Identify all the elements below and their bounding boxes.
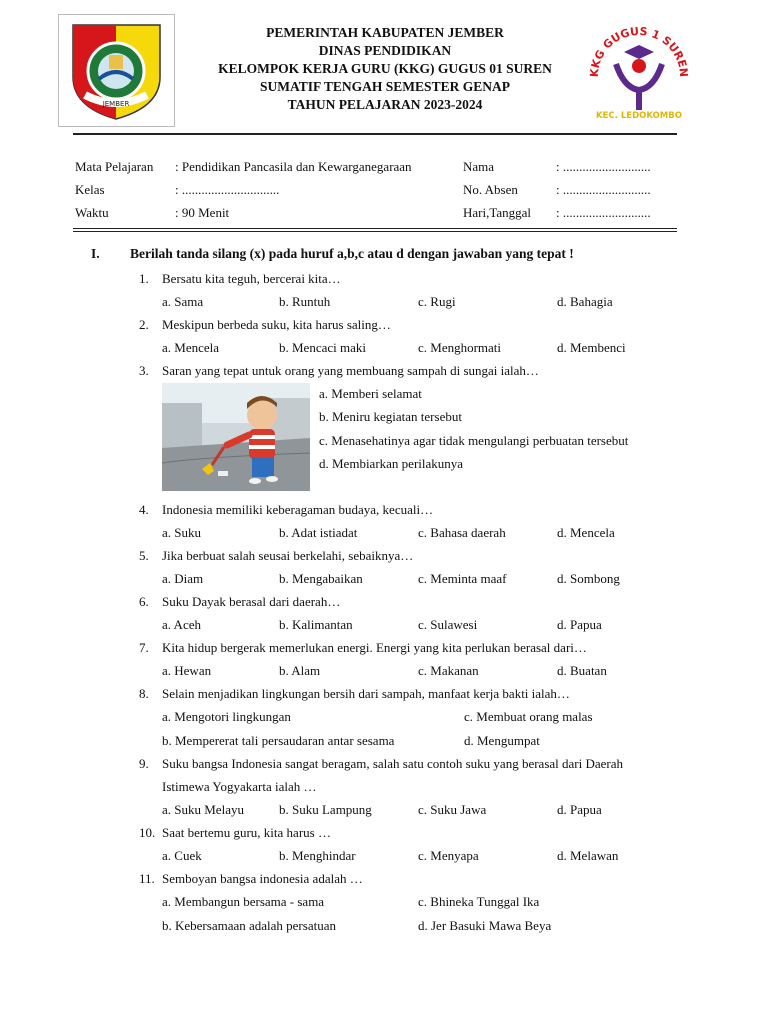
option-d[interactable]: d. Bahagia [557,294,613,309]
option-c[interactable]: c. Meminta maaf [418,571,507,586]
option-d[interactable]: d. Buatan [557,663,607,678]
option-a[interactable]: a. Cuek [162,848,202,863]
question-text: Semboyan bangsa indonesia adalah … [162,871,363,886]
name-value: : ........................... [556,159,651,174]
name-label: Nama [463,159,495,174]
option-a[interactable]: a. Hewan [162,663,212,678]
question-number: 1. [139,271,149,286]
date-value: : ........................... [556,205,651,220]
option-c[interactable]: c. Makanan [418,663,479,678]
right-logo-bottom-text: KEC. LEDOKOMBO [596,111,682,121]
question-number: 6. [139,594,149,609]
littering-illustration [162,383,310,491]
info-divider-2 [73,231,677,232]
header-divider [73,133,677,135]
section-number: I. [91,246,100,261]
option-b[interactable]: b. Meniru kegiatan tersebut [319,409,462,424]
header-line-3: KELOMPOK KERJA GURU (KKG) GUGUS 01 SUREN [218,61,552,76]
option-b[interactable]: b. Kebersamaan adalah persatuan [162,918,336,933]
question-text: Saat bertemu guru, kita harus … [162,825,331,840]
header-line-4: SUMATIF TENGAH SEMESTER GENAP [260,79,510,94]
question-text: Jika berbuat salah seusai berkelahi, sebaiknya… [162,548,414,563]
subject-value: : Pendidikan Pancasila dan Kewarganegaraan [175,159,412,174]
class-value: : .............................. [175,182,280,197]
question-number: 8. [139,686,149,701]
question-number: 5. [139,548,149,563]
question-number: 7. [139,640,149,655]
question-text: Suku bangsa Indonesia sangat beragam, salah satu contoh suku yang berasal dari Daerah [162,756,623,771]
header-line-2: DINAS PENDIDIKAN [318,43,452,58]
option-a[interactable]: a. Suku [162,525,201,540]
kkg-logo [584,18,694,128]
option-b[interactable]: b. Runtuh [279,294,331,309]
option-b[interactable]: b. Alam [279,663,321,678]
option-c[interactable]: c. Bahasa daerah [418,525,506,540]
option-c[interactable]: c. Menyapa [418,848,479,863]
option-c[interactable]: c. Menghormati [418,340,502,355]
header-line-1: PEMERINTAH KABUPATEN JEMBER [266,25,504,40]
option-a[interactable]: a. Diam [162,571,204,586]
question-number: 2. [139,317,149,332]
option-b[interactable]: b. Kalimantan [279,617,353,632]
option-b[interactable]: b. Suku Lampung [279,802,372,817]
question-text: Kita hidup bergerak memerlukan energi. Energi yang kita perlukan berasal dari… [162,640,587,655]
question-text-continued: Istimewa Yogyakarta ialah … [162,779,317,794]
option-d[interactable]: d. Membiarkan perilakunya [319,456,464,471]
question-text: Meskipun berbeda suku, kita harus saling… [162,317,391,332]
right-logo-top-text: KKG GUGUS 1 SUREN [587,24,691,78]
header-line-5: TAHUN PELAJARAN 2023-2024 [287,97,483,112]
option-d[interactable]: d. Mencela [557,525,615,540]
option-b[interactable]: b. Adat istiadat [279,525,358,540]
class-label: Kelas [75,182,105,197]
option-c[interactable]: c. Suku Jawa [418,802,487,817]
absen-label: No. Absen [463,182,518,197]
option-b[interactable]: b. Mencaci maki [279,340,366,355]
info-divider-1 [73,228,677,229]
question-number: 10. [139,825,156,840]
date-label: Hari,Tanggal [463,205,532,220]
jember-logo [58,14,175,127]
option-d[interactable]: d. Papua [557,802,602,817]
option-a[interactable]: a. Suku Melayu [162,802,244,817]
time-label: Waktu [75,205,109,220]
option-c[interactable]: c. Membuat orang malas [464,709,593,724]
left-logo-text: JEMBER [102,100,130,108]
option-d[interactable]: d. Papua [557,617,602,632]
option-a[interactable]: a. Sama [162,294,204,309]
question-text: Suku Dayak berasal dari daerah… [162,594,341,609]
option-b[interactable]: b. Mempererat tali persaudaran antar sesama [162,733,395,748]
option-d[interactable]: d. Membenci [557,340,626,355]
absen-value: : ........................... [556,182,651,197]
option-d[interactable]: d. Mengumpat [464,733,540,748]
question-text: Selain menjadikan lingkungan bersih dari sampah, manfaat kerja bakti ialah… [162,686,570,701]
question-number: 3. [139,363,149,378]
option-c[interactable]: c. Sulawesi [418,617,478,632]
option-c[interactable]: c. Bhineka Tunggal Ika [418,894,540,909]
question-text: Bersatu kita teguh, bercerai kita… [162,271,341,286]
time-value: : 90 Menit [175,205,230,220]
subject-label: Mata Pelajaran [75,159,154,174]
section-instruction: Berilah tanda silang (x) pada huruf a,b,c atau d dengan jawaban yang tepat ! [130,246,574,261]
option-d[interactable]: d. Jer Basuki Mawa Beya [418,918,552,933]
option-d[interactable]: d. Melawan [557,848,619,863]
question-number: 11. [139,871,155,886]
question-number: 4. [139,502,149,517]
option-b[interactable]: b. Menghindar [279,848,356,863]
option-a[interactable]: a. Mengotori lingkungan [162,709,291,724]
option-b[interactable]: b. Mengabaikan [279,571,363,586]
option-a[interactable]: a. Aceh [162,617,201,632]
option-a[interactable]: a. Mencela [162,340,220,355]
question-text: Indonesia memiliki keberagaman budaya, kecuali… [162,502,434,517]
question-text: Saran yang tepat untuk orang yang membuang sampah di sungai ialah… [162,363,539,378]
option-a[interactable]: a. Membangun bersama - sama [162,894,325,909]
option-c[interactable]: c. Rugi [418,294,456,309]
option-a[interactable]: a. Memberi selamat [319,386,422,401]
question-number: 9. [139,756,149,771]
option-c[interactable]: c. Menasehatinya agar tidak mengulangi perbuatan tersebut [319,433,629,448]
option-d[interactable]: d. Sombong [557,571,620,586]
